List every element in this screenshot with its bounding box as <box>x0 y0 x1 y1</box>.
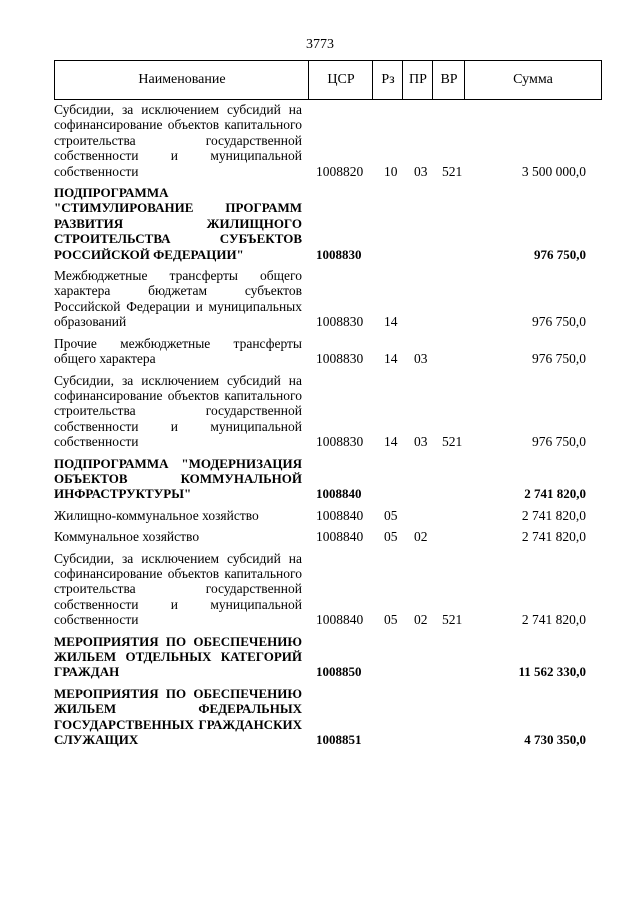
row-rz: 14 <box>384 434 398 450</box>
row-csr: 1008820 <box>316 163 364 179</box>
row-name: Коммунальное хозяйство <box>54 529 200 545</box>
table-row <box>54 551 602 628</box>
header-name: Наименование <box>138 72 226 87</box>
row-sum: 2 741 820,0 <box>521 529 586 545</box>
table-header <box>54 60 602 100</box>
row-name: Жилищно-коммунальное хозяйство <box>54 507 259 523</box>
table-row <box>54 456 602 502</box>
row-sum: 2 741 820,0 <box>521 507 586 523</box>
table-row <box>54 336 602 367</box>
row-pr: 03 <box>414 163 428 179</box>
header-sum: Сумма <box>513 72 553 87</box>
row-csr: 1008830 <box>316 314 364 330</box>
row-vr: 521 <box>442 163 463 179</box>
row-name: ПОДПРОГРАММА "СТИМУЛИРОВАНИЕ ПРОГРАММ РАЗВИТИЯ ЖИЛИЩНОГО СТРОИТЕЛЬСТВА СУБЪЕКТОВ РОССИЙСКОЙ ФЕДЕРАЦИИ" <box>54 185 302 262</box>
row-csr: 1008830 <box>316 246 362 262</box>
row-name: МЕРОПРИЯТИЯ ПО ОБЕСПЕЧЕНИЮ ЖИЛЬЕМ ФЕДЕРАЛЬНЫХ ГОСУДАРСТВЕННЫХ ГРАЖДАНСКИХ СЛУЖАЩИХ <box>54 685 302 748</box>
row-rz: 05 <box>384 507 398 523</box>
row-sum: 976 750,0 <box>532 351 586 367</box>
row-rz: 05 <box>384 612 398 628</box>
table-row <box>54 185 602 262</box>
table-body <box>54 101 602 747</box>
header-csr: ЦСР <box>327 72 355 87</box>
row-csr: 1008840 <box>316 507 364 523</box>
row-sum: 3 500 000,0 <box>521 163 586 179</box>
row-sum: 4 730 350,0 <box>524 732 586 748</box>
row-csr: 1008851 <box>316 732 362 748</box>
table-row <box>54 102 602 179</box>
row-pr: 03 <box>414 434 428 450</box>
row-rz: 14 <box>384 314 398 330</box>
row-name: МЕРОПРИЯТИЯ ПО ОБЕСПЕЧЕНИЮ ЖИЛЬЕМ ОТДЕЛЬНЫХ КАТЕГОРИЙ ГРАЖДАН <box>54 633 302 680</box>
row-sum: 11 562 330,0 <box>518 664 586 680</box>
row-pr: 02 <box>414 612 428 628</box>
row-sum: 976 750,0 <box>534 246 586 262</box>
row-name: Прочие межбюджетные трансферты общего характера <box>54 335 302 367</box>
header-rz: Рз <box>381 72 395 87</box>
table-row <box>54 529 602 544</box>
table-row <box>54 686 602 748</box>
row-name: Субсидии, за исключением субсидий на софинансирование объектов капитального строительства государственной собственности и муниципальной собственности <box>54 102 302 179</box>
row-sum: 976 750,0 <box>532 314 586 330</box>
row-vr: 521 <box>442 612 463 628</box>
row-csr: 1008830 <box>316 434 364 450</box>
header-pr: ПР <box>409 72 427 87</box>
header-vr: ВР <box>440 72 458 87</box>
page-number: 3773 <box>306 37 334 52</box>
row-csr: 1008830 <box>316 351 364 367</box>
row-csr: 1008840 <box>316 529 364 545</box>
row-name: ПОДПРОГРАММА "МОДЕРНИЗАЦИЯ ОБЪЕКТОВ КОММУНАЛЬНОЙ ИНФРАСТРУКТУРЫ" <box>54 455 302 502</box>
table-row <box>54 634 602 680</box>
row-sum: 2 741 820,0 <box>521 612 586 628</box>
row-csr: 1008850 <box>316 664 362 680</box>
row-rz: 05 <box>384 529 398 545</box>
row-vr: 521 <box>442 434 463 450</box>
row-pr: 02 <box>414 529 428 545</box>
row-pr: 03 <box>414 351 428 367</box>
row-name: Межбюджетные трансферты общего характера бюджетам субъектов Российской Федерации и муниципальных образований <box>54 268 302 330</box>
row-rz: 14 <box>384 351 398 367</box>
row-sum: 2 741 820,0 <box>524 486 586 502</box>
table-row <box>54 508 602 523</box>
row-csr: 1008840 <box>316 612 364 628</box>
row-rz: 10 <box>384 163 398 179</box>
table-row <box>54 373 602 450</box>
row-name: Субсидии, за исключением субсидий на софинансирование объектов капитального строительства государственной собственности и муниципальной собственности <box>54 550 302 628</box>
row-name: Субсидии, за исключением субсидий на софинансирование объектов капитального строительства государственной собственности и муниципальной собственности <box>54 372 302 450</box>
row-sum: 976 750,0 <box>532 434 586 450</box>
row-csr: 1008840 <box>316 486 362 502</box>
table-row <box>54 268 602 330</box>
